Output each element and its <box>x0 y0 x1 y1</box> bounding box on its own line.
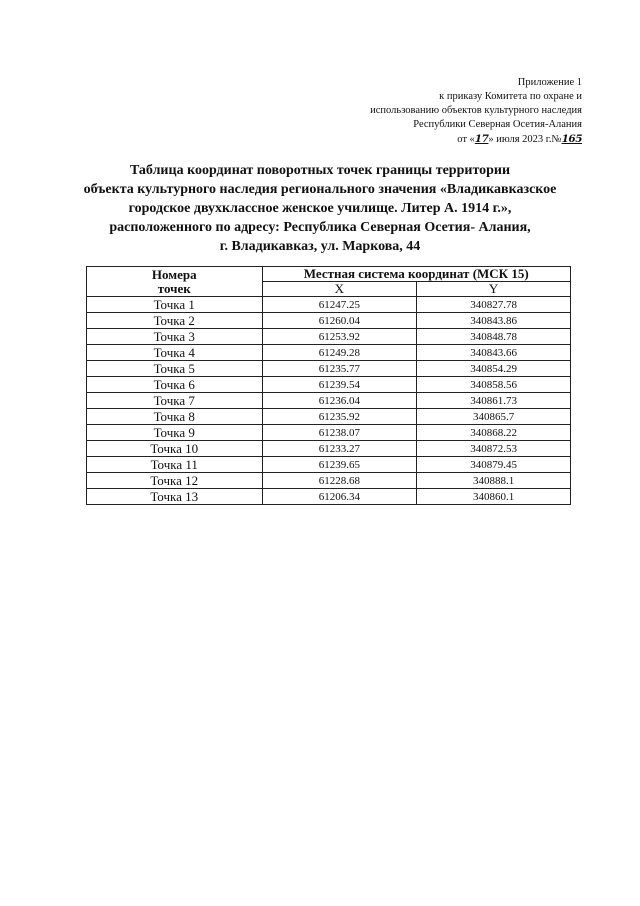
table-row <box>87 425 571 441</box>
points-header-line-1: Номера <box>151 266 197 282</box>
point-name-cell: Точка 9 <box>87 425 263 441</box>
appendix-header <box>370 76 582 147</box>
point-name-cell: Точка 13 <box>87 489 263 505</box>
table-body <box>87 297 571 505</box>
table-row <box>87 409 571 425</box>
x-header: X <box>262 282 417 297</box>
y-value-cell: 340879.45 <box>417 457 571 473</box>
table-row <box>87 297 571 313</box>
y-value-cell: 340865.7 <box>417 409 571 425</box>
point-name-cell: Точка 12 <box>87 473 263 489</box>
coordinates-table <box>86 266 571 505</box>
x-value-cell: 61233.27 <box>262 441 417 457</box>
y-value-cell: 340872.53 <box>417 441 571 457</box>
coordinate-system-header: Местная система координат (МСК 15) <box>262 267 571 282</box>
y-value-cell: 340858.56 <box>417 377 571 393</box>
document-title <box>40 161 600 256</box>
title-line-5: г. Владикавказ, ул. Маркова, 44 <box>219 239 421 254</box>
y-value-cell: 340843.86 <box>417 313 571 329</box>
handwritten-day: 17 <box>474 133 489 145</box>
y-value-cell: 340843.66 <box>417 345 571 361</box>
x-value-cell: 61239.65 <box>262 457 417 473</box>
x-value-cell: 61253.92 <box>262 329 417 345</box>
x-value-cell: 61228.68 <box>262 473 417 489</box>
table-row <box>87 361 571 377</box>
y-value-cell: 340888.1 <box>417 473 571 489</box>
x-value-cell: 61235.92 <box>262 409 417 425</box>
point-name-cell: Точка 10 <box>87 441 263 457</box>
table-row <box>87 473 571 489</box>
title-line-1: Таблица координат поворотных точек границы территории <box>129 163 511 178</box>
y-value-cell: 340868.22 <box>417 425 571 441</box>
table-row <box>87 393 571 409</box>
table-row <box>87 329 571 345</box>
x-value-cell: 61247.25 <box>262 297 417 313</box>
table-row <box>87 489 571 505</box>
point-name-cell: Точка 11 <box>87 457 263 473</box>
appendix-republic: Республики Северная Осетия-Алания <box>413 119 582 130</box>
table-header-row <box>87 267 571 282</box>
table-row <box>87 457 571 473</box>
appendix-date-line <box>370 132 582 147</box>
appendix-order-ref: к приказу Комитета по охране и <box>439 91 582 102</box>
point-name-cell: Точка 6 <box>87 377 263 393</box>
date-prefix: от « <box>457 134 475 145</box>
points-header-line-2: точек <box>157 280 191 296</box>
point-name-cell: Точка 5 <box>87 361 263 377</box>
x-value-cell: 61260.04 <box>262 313 417 329</box>
y-value-cell: 340861.73 <box>417 393 571 409</box>
point-name-cell: Точка 4 <box>87 345 263 361</box>
x-value-cell: 61238.07 <box>262 425 417 441</box>
points-header <box>87 267 263 297</box>
y-value-cell: 340860.1 <box>417 489 571 505</box>
handwritten-order-number: 165 <box>561 133 582 145</box>
table-row <box>87 441 571 457</box>
title-line-3: городское двухклассное женское училище. Литер А. 1914 г.», <box>128 201 512 216</box>
x-value-cell: 61236.04 <box>262 393 417 409</box>
title-line-2: объекта культурного наследия регионального значения «Владикавказское <box>83 182 557 197</box>
x-value-cell: 61239.54 <box>262 377 417 393</box>
table-row <box>87 313 571 329</box>
y-value-cell: 340854.29 <box>417 361 571 377</box>
table-row <box>87 345 571 361</box>
table-row <box>87 377 571 393</box>
appendix-title: Приложение 1 <box>517 77 582 88</box>
point-name-cell: Точка 3 <box>87 329 263 345</box>
x-value-cell: 61235.77 <box>262 361 417 377</box>
y-value-cell: 340827.78 <box>417 297 571 313</box>
appendix-committee: использованию объектов культурного наследия <box>370 105 582 116</box>
y-value-cell: 340848.78 <box>417 329 571 345</box>
point-name-cell: Точка 2 <box>87 313 263 329</box>
point-name-cell: Точка 7 <box>87 393 263 409</box>
x-value-cell: 61206.34 <box>262 489 417 505</box>
y-header: Y <box>417 282 571 297</box>
point-name-cell: Точка 8 <box>87 409 263 425</box>
x-value-cell: 61249.28 <box>262 345 417 361</box>
title-line-4: расположенного по адресу: Республика Северная Осетия- Алания, <box>109 220 531 235</box>
point-name-cell: Точка 1 <box>87 297 263 313</box>
date-mid: » июля 2023 г.№ <box>488 134 562 145</box>
